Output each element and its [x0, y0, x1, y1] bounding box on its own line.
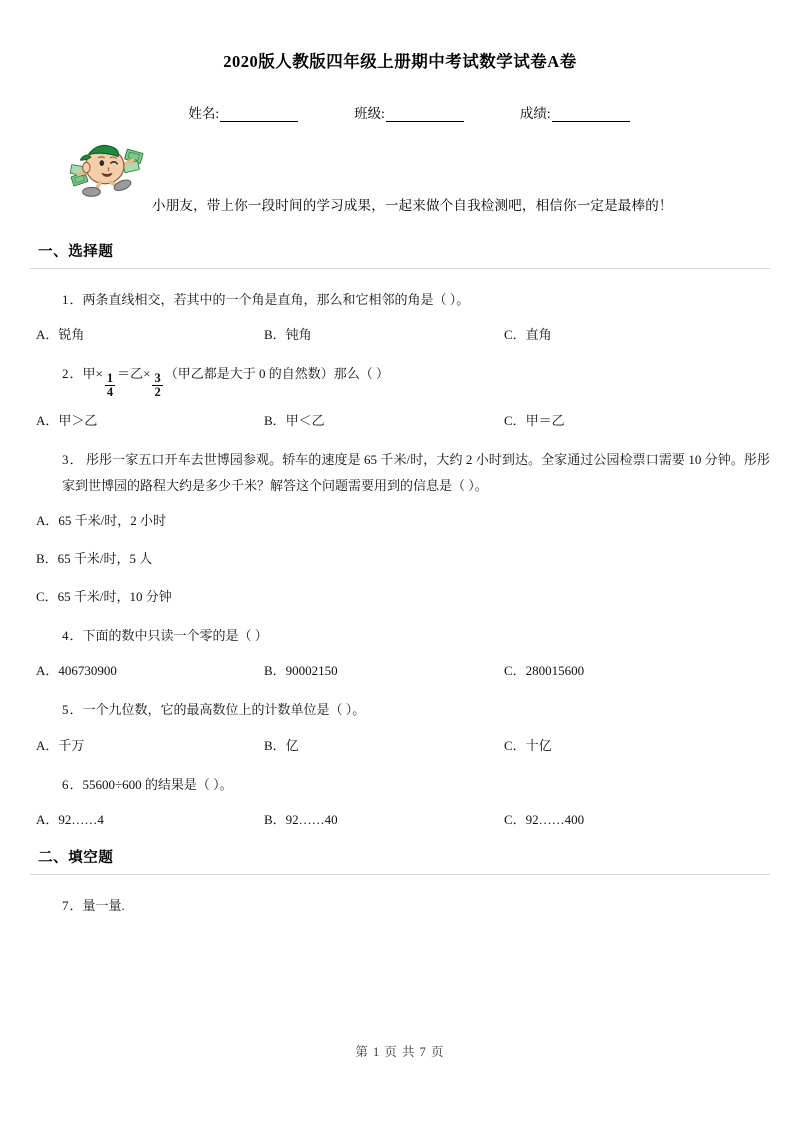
question-2-text-post: （甲乙都是大于 0 的自然数）那么（ ） [164, 366, 389, 382]
question-1-options [0, 324, 800, 343]
question-1-number: 1 [62, 292, 70, 307]
fraction-three-halves [152, 372, 162, 399]
question-3-option-c[interactable]: C．65 千米/时，10 分钟 [36, 589, 172, 605]
cartoon-boy-with-green-cap-icon [66, 138, 148, 200]
question-5-dot: ． [69, 702, 83, 718]
page-footer: 第 1 页 共 7 页 [355, 1045, 445, 1059]
question-3-stem [0, 447, 800, 498]
question-2-text-mid: ＝乙× [117, 366, 151, 382]
question-6-stem [0, 772, 800, 797]
question-6-options [0, 809, 800, 828]
question-4-option-c[interactable]: C．280015600 [504, 663, 585, 679]
class-blank-line[interactable] [386, 109, 464, 122]
question-6-option-c[interactable]: C．92……400 [504, 812, 585, 828]
question-4-number: 4 [62, 628, 70, 644]
question-2-dot: ． [69, 366, 83, 382]
score-label: 成绩: [519, 106, 551, 121]
question-5-option-a[interactable]: A．千万 [36, 737, 85, 753]
question-4-text: 下面的数中只读一个零的是（ ） [82, 628, 268, 644]
question-6-number: 6 [62, 776, 70, 792]
score-blank-line[interactable] [552, 109, 630, 122]
name-field[interactable] [188, 102, 298, 122]
question-3-text: 彤彤一家五口开车去世博园参观。轿车的速度是 65 千米/时，大约 2 小时到达。全家通过公园检票口需要 10 分钟。彤彤家到世博园的路程大约是多少千米？解答这个问题需要用到的信息是（ ）。 [62, 452, 770, 493]
section-heading-fill-blank: 二、填空题 [38, 850, 114, 867]
question-2-option-a[interactable]: A．甲＞乙 [36, 413, 98, 429]
question-3-dot: ． [69, 452, 86, 468]
class-field[interactable] [354, 102, 464, 122]
question-4-options [0, 660, 800, 679]
question-5-options [0, 735, 800, 754]
score-field[interactable] [520, 102, 630, 122]
question-2-option-b[interactable]: B．甲＜乙 [264, 413, 325, 429]
question-1-option-b[interactable]: B．钝角 [264, 327, 312, 343]
question-4-stem [0, 623, 800, 648]
question-7-dot: ． [69, 898, 83, 914]
fraction-1-denominator: 4 [106, 384, 114, 399]
question-6-option-a[interactable]: A．92……4 [36, 812, 104, 828]
greeting-block [0, 136, 800, 222]
name-blank-line[interactable] [220, 109, 298, 122]
question-4-option-b[interactable]: B．90002150 [264, 663, 338, 679]
fraction-2-denominator: 2 [154, 384, 161, 399]
question-7-text: 量一量. [82, 898, 125, 914]
question-3-option-b[interactable]: B．65 千米/时，5 人 [36, 551, 153, 567]
question-2-text-pre: 甲× [82, 366, 103, 382]
question-2-stem [0, 361, 800, 398]
question-5-stem [0, 697, 800, 722]
question-6-text: 55600÷600 的结果是（ ）。 [82, 776, 233, 792]
question-3-number: 3 [62, 452, 70, 468]
question-7-number: 7 [62, 898, 70, 914]
question-7-stem [0, 893, 800, 918]
question-5-number: 5 [62, 702, 70, 718]
question-3-options [0, 510, 800, 605]
question-3-option-a[interactable]: A．65 千米/时，2 小时 [36, 513, 167, 529]
question-4-dot: ． [69, 628, 83, 644]
question-1-text: 两条直线相交，若其中的一个角是直角，那么和它相邻的角是（ ）。 [82, 292, 470, 307]
section-divider-2 [30, 874, 770, 875]
question-5-option-b[interactable]: B．亿 [264, 737, 299, 753]
question-5-option-c[interactable]: C．十亿 [504, 737, 552, 753]
page-title: 2020版人教版四年级上册期中考试数学试卷A卷 [223, 52, 577, 71]
question-1-option-a[interactable]: A．锐角 [36, 327, 85, 343]
question-2-options [0, 410, 800, 429]
identity-row [0, 102, 800, 122]
fraction-one-fourth [105, 372, 115, 399]
question-6-dot: ． [69, 776, 83, 792]
class-label: 班级: [354, 106, 385, 121]
fraction-2-numerator: 3 [154, 370, 161, 385]
question-1-dot: ． [69, 292, 83, 307]
question-4-option-a[interactable]: A．406730900 [36, 663, 117, 679]
name-label: 姓名: [188, 106, 220, 121]
section-heading-choice: 一、选择题 [38, 244, 114, 260]
question-5-text: 一个九位数，它的最高数位上的计数单位是（ ）。 [82, 702, 366, 718]
question-2-option-c[interactable]: C．甲＝乙 [504, 413, 565, 429]
question-2-number: 2 [62, 366, 70, 382]
fraction-1-numerator: 1 [106, 370, 114, 385]
greeting-text: 小朋友，带上你一段时间的学习成果，一起来做个自我检测吧，相信你一定是最棒的！ [152, 198, 673, 213]
section-divider-1 [30, 268, 770, 269]
question-1-stem [0, 287, 800, 312]
question-1-option-c[interactable]: C．直角 [504, 327, 552, 343]
question-6-option-b[interactable]: B．92……40 [264, 812, 338, 828]
